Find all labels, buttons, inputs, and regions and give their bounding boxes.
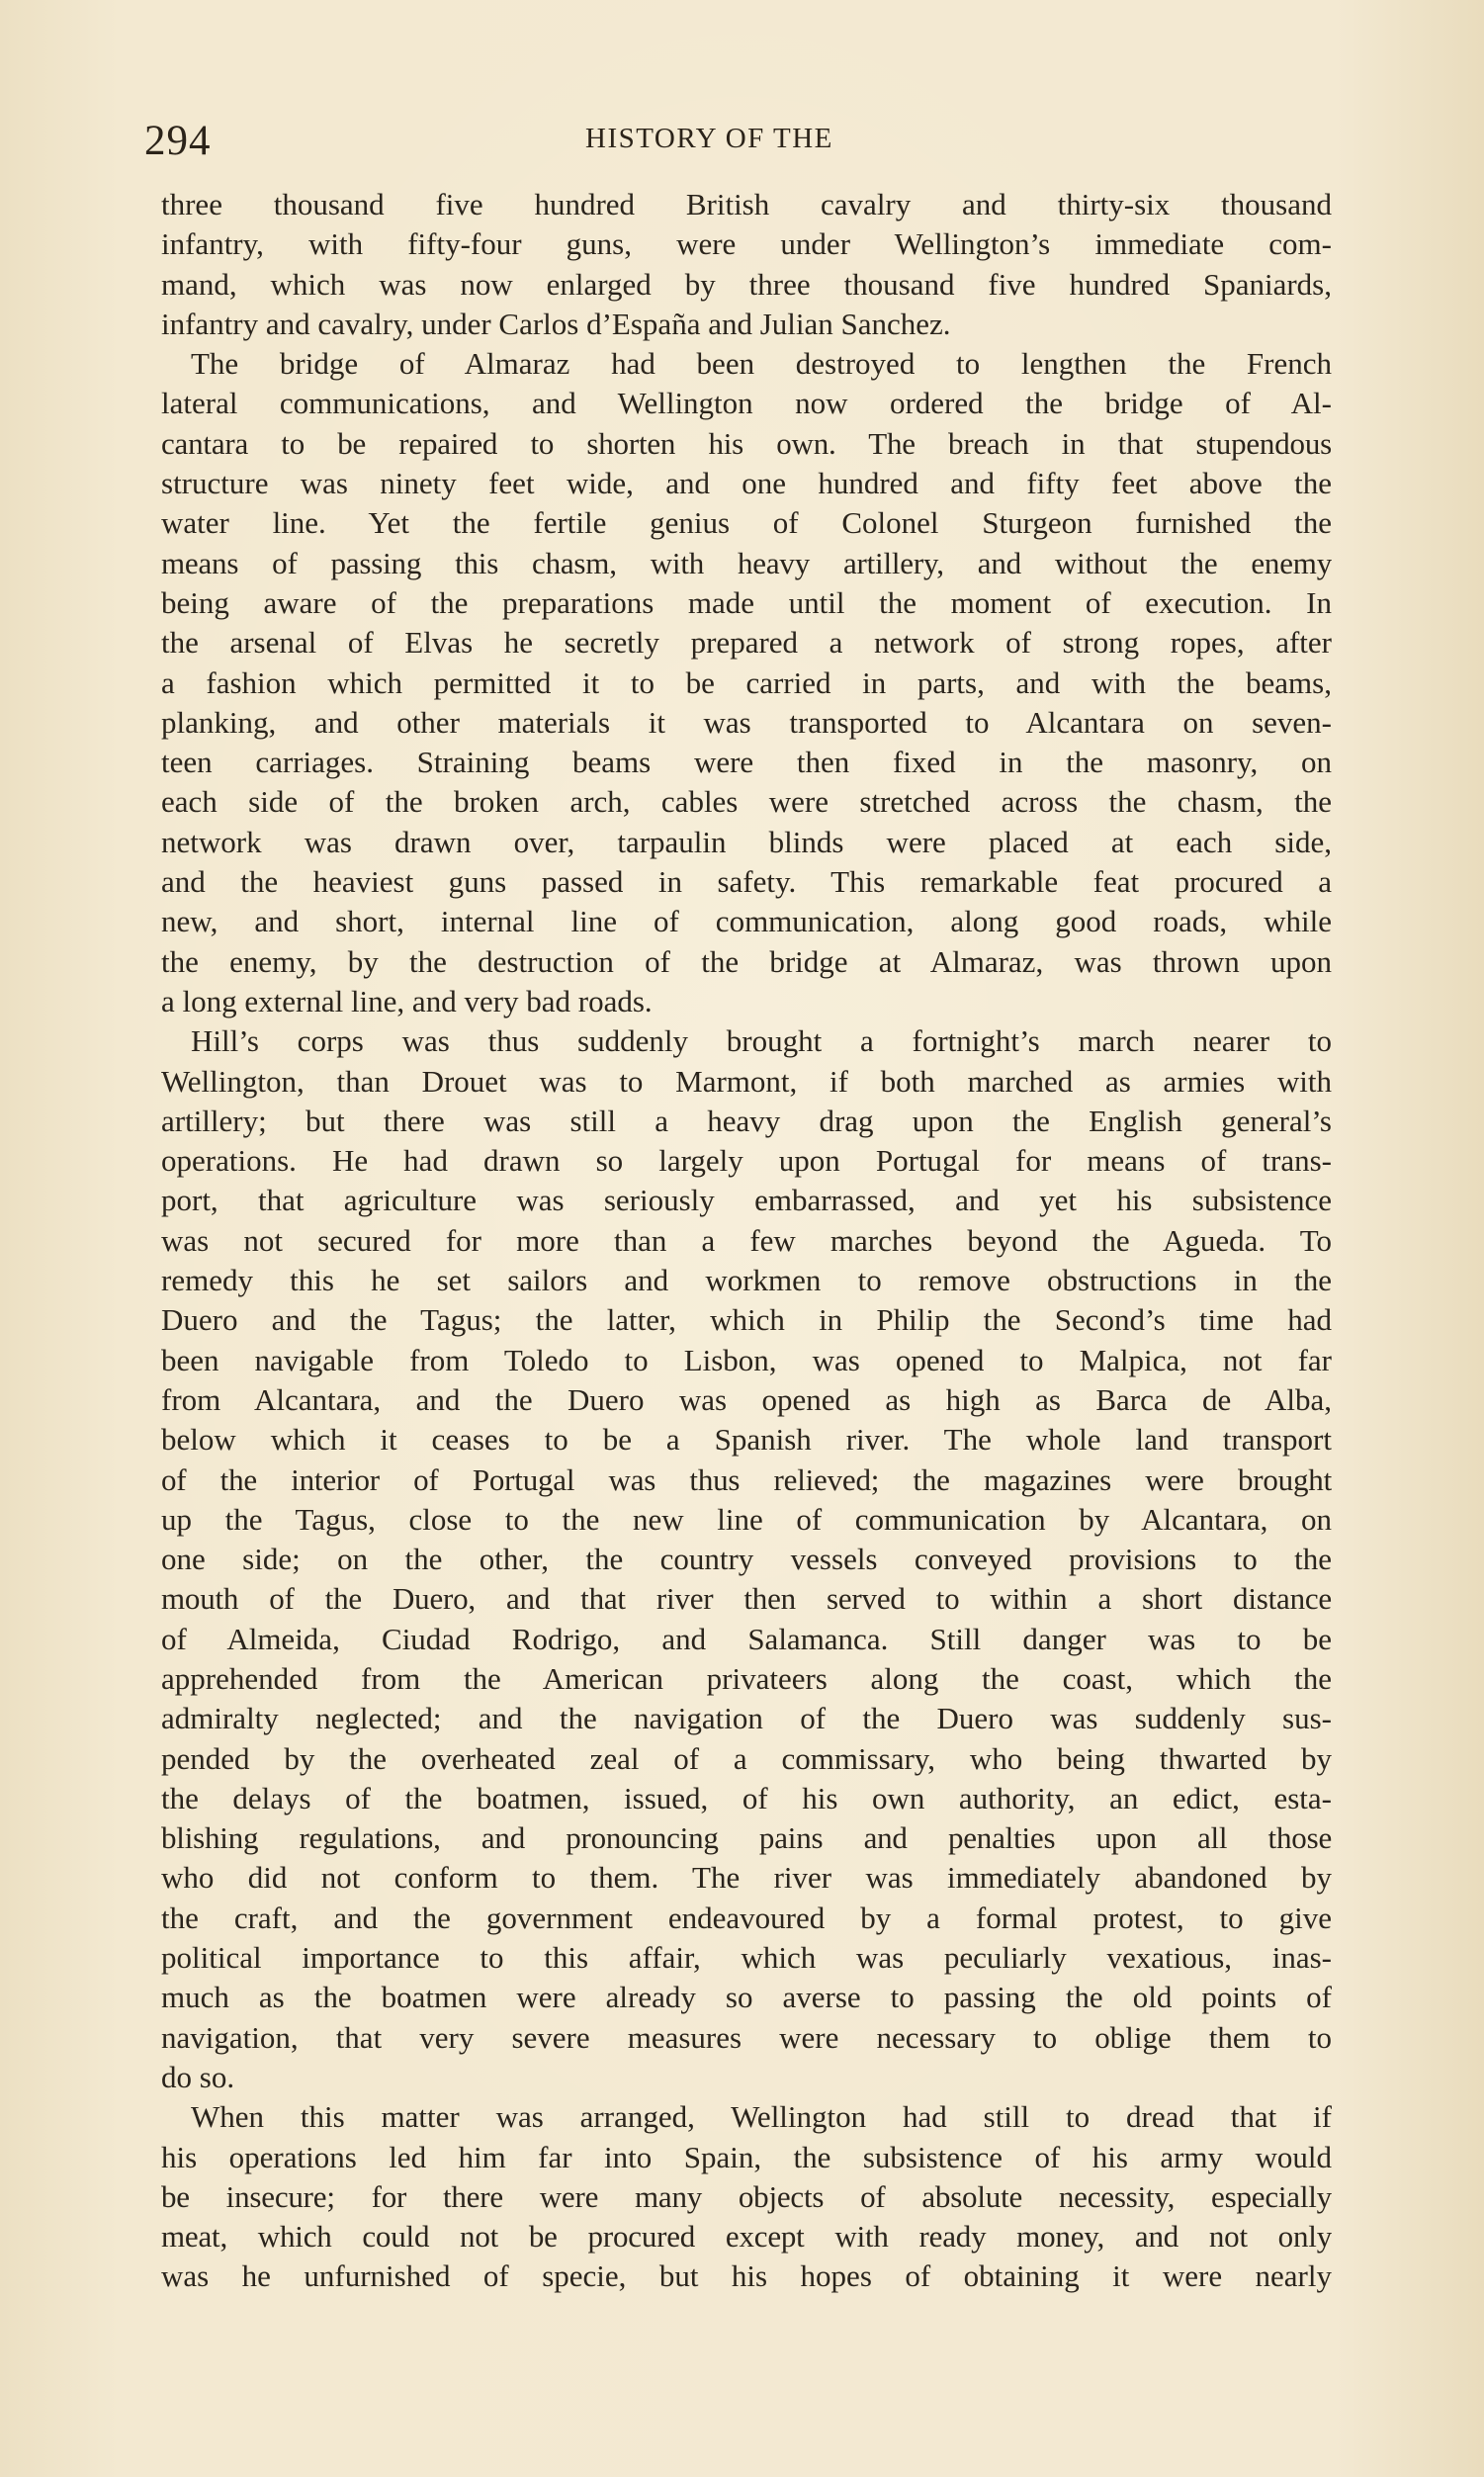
text-line: planking, and other materials it was transported to Alcantara on seven- (161, 704, 1332, 740)
text-line: been navigable from Toledo to Lisbon, was opened to Malpica, not far (161, 1342, 1332, 1377)
text-line: who did not conform to them. The river was immediately abandoned by (161, 1860, 1332, 1896)
text-line: meat, which could not be procured except with ready money, and not only (161, 2219, 1332, 2255)
text-line: pended by the overheated zeal of a commissary, who being thwarted by (161, 1740, 1332, 1776)
text-line: lateral communications, and Wellington now ordered the bridge of Al- (161, 386, 1332, 421)
text-line: do so. (161, 2059, 235, 2094)
text-line: up the Tagus, close to the new line of communication by Alcantara, on (161, 1501, 1332, 1537)
text-line: the arsenal of Elvas he secretly prepared a network of strong ropes, after (161, 625, 1332, 661)
text-line: infantry and cavalry, under Carlos d’España and Julian Sanchez. (161, 306, 951, 341)
text-line: mouth of the Duero, and that river then served to within a short distance (161, 1581, 1332, 1617)
text-line: from Alcantara, and the Duero was opened as high as Barca de Alba, (161, 1381, 1332, 1417)
text-line: political importance to this affair, which was peculiarly vexatious, inas- (161, 1940, 1332, 1976)
text-line: cantara to be repaired to shorten his own. The breach in that stupendous (161, 425, 1332, 461)
text-line: infantry, with fifty-four guns, were under Wellington’s immediate com- (161, 226, 1332, 262)
text-line: being aware of the preparations made until the moment of execution. In (161, 584, 1332, 620)
paragraph-start-line: Hill’s corps was thus suddenly brought a fortnight’s march nearer to (191, 1023, 1332, 1059)
page-number: 294 (144, 118, 212, 164)
text-line: the craft, and the government endeavoured by a formal protest, to give (161, 1900, 1332, 1935)
text-line: a fashion which permitted it to be carried in parts, and with the beams, (161, 664, 1332, 700)
text-line: was not secured for more than a few marches beyond the Agueda. To (161, 1222, 1332, 1258)
text-line: remedy this he set sailors and workmen to remove obstructions in the (161, 1263, 1332, 1298)
text-line: his operations led him far into Spain, the subsistence of his army would (161, 2139, 1332, 2174)
paragraph-start-line: The bridge of Almaraz had been destroyed to lengthen the French (191, 346, 1332, 382)
text-line: the delays of the boatmen, issued, of his own authority, an edict, esta- (161, 1780, 1332, 1815)
text-line: each side of the broken arch, cables were stretched across the chasm, the (161, 784, 1332, 820)
running-head (0, 117, 1484, 166)
text-line: Duero and the Tagus; the latter, which in Philip the Second’s time had (161, 1302, 1332, 1338)
text-line: of Almeida, Ciudad Rodrigo, and Salamanca. Still danger was to be (161, 1621, 1332, 1656)
text-line: one side; on the other, the country vessels conveyed provisions to the (161, 1542, 1332, 1577)
text-line: navigation, that very severe measures were necessary to oblige them to (161, 2019, 1332, 2055)
text-line: of the interior of Portugal was thus relieved; the magazines were brought (161, 1461, 1332, 1497)
text-line: teen carriages. Straining beams were then fixed in the masonry, on (161, 745, 1332, 780)
text-line: below which it ceases to be a Spanish river. The whole land transport (161, 1422, 1332, 1458)
text-line: and the heaviest guns passed in safety. This remarkable feat procured a (161, 864, 1332, 900)
paragraph-start-line: When this matter was arranged, Wellington had still to dread that if (191, 2099, 1332, 2135)
text-line: operations. He had drawn so largely upon Portugal for means of trans- (161, 1143, 1332, 1179)
text-line: blishing regulations, and pronouncing pains and penalties upon all those (161, 1820, 1332, 1856)
text-line: be insecure; for there were many objects of absolute necessity, especially (161, 2178, 1332, 2214)
text-line: apprehended from the American privateers along the coast, which the (161, 1660, 1332, 1696)
text-line: much as the boatmen were already so averse to passing the old points of (161, 1980, 1332, 2015)
text-line: new, and short, internal line of communication, along good roads, while (161, 904, 1332, 939)
text-line: network was drawn over, tarpaulin blinds were placed at each side, (161, 824, 1332, 859)
text-line: artillery; but there was still a heavy drag upon the English general’s (161, 1103, 1332, 1138)
text-line: mand, which was now enlarged by three thousand five hundred Spaniards, (161, 266, 1332, 302)
text-line: port, that agriculture was seriously embarrassed, and yet his subsistence (161, 1183, 1332, 1218)
text-line: means of passing this chasm, with heavy artillery, and without the enemy (161, 545, 1332, 580)
text-line: Wellington, than Drouet was to Marmont, if both marched as armies with (161, 1063, 1332, 1099)
text-line: three thousand five hundred British cavalry and thirty-six thousand (161, 187, 1332, 221)
text-line: structure was ninety feet wide, and one hundred and fifty feet above the (161, 466, 1332, 501)
running-title: HISTORY OF THE (585, 123, 833, 154)
text-line: a long external line, and very bad roads. (161, 983, 653, 1018)
body-text (161, 185, 1332, 2297)
text-line: water line. Yet the fertile genius of Colonel Sturgeon furnished the (161, 505, 1332, 541)
text-line: was he unfurnished of specie, but his hopes of obtaining it were nearly (161, 2258, 1332, 2294)
text-line: admiralty neglected; and the navigation of the Duero was suddenly sus- (161, 1701, 1332, 1736)
text-line: the enemy, by the destruction of the bridge at Almaraz, was thrown upon (161, 943, 1332, 979)
